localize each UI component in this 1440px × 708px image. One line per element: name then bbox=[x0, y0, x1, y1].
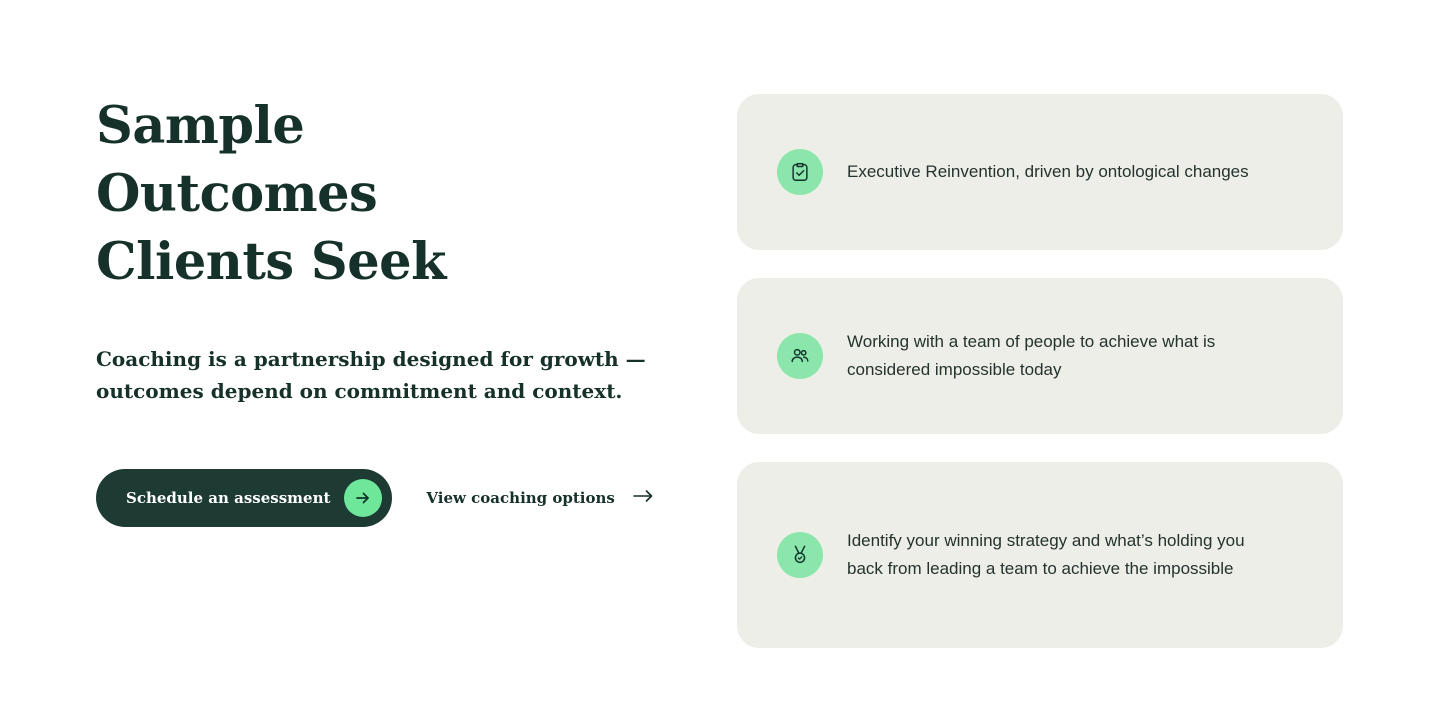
arrow-right-icon bbox=[344, 479, 382, 517]
outcome-card bbox=[737, 278, 1343, 434]
hero-left-column bbox=[96, 92, 696, 527]
outcome-card bbox=[737, 462, 1343, 648]
page-title: Sample Outcomes Clients Seek bbox=[96, 96, 446, 292]
view-coaching-options-label: View coaching options bbox=[426, 489, 615, 507]
outcomes-card-list bbox=[737, 94, 1343, 648]
schedule-assessment-label: Schedule an assessment bbox=[126, 489, 331, 507]
outcome-card bbox=[737, 94, 1343, 250]
people-group-icon bbox=[777, 333, 823, 379]
cta-row bbox=[96, 469, 696, 527]
outcome-card-text: Executive Reinvention, driven by ontological changes bbox=[847, 162, 1249, 181]
arrow-right-icon bbox=[631, 486, 655, 510]
schedule-assessment-button[interactable] bbox=[96, 469, 392, 527]
page-subtitle: Coaching is a partnership designed for growth — outcomes depend on commitment and context. bbox=[96, 347, 646, 403]
medal-icon bbox=[777, 532, 823, 578]
outcome-card-text: Identify your winning strategy and what’s holding you back from leading a team to achieve the impossible bbox=[847, 531, 1245, 578]
outcome-card-text: Working with a team of people to achieve what is considered impossible today bbox=[847, 332, 1216, 379]
view-coaching-options-button[interactable] bbox=[426, 469, 654, 527]
clipboard-check-icon bbox=[777, 149, 823, 195]
